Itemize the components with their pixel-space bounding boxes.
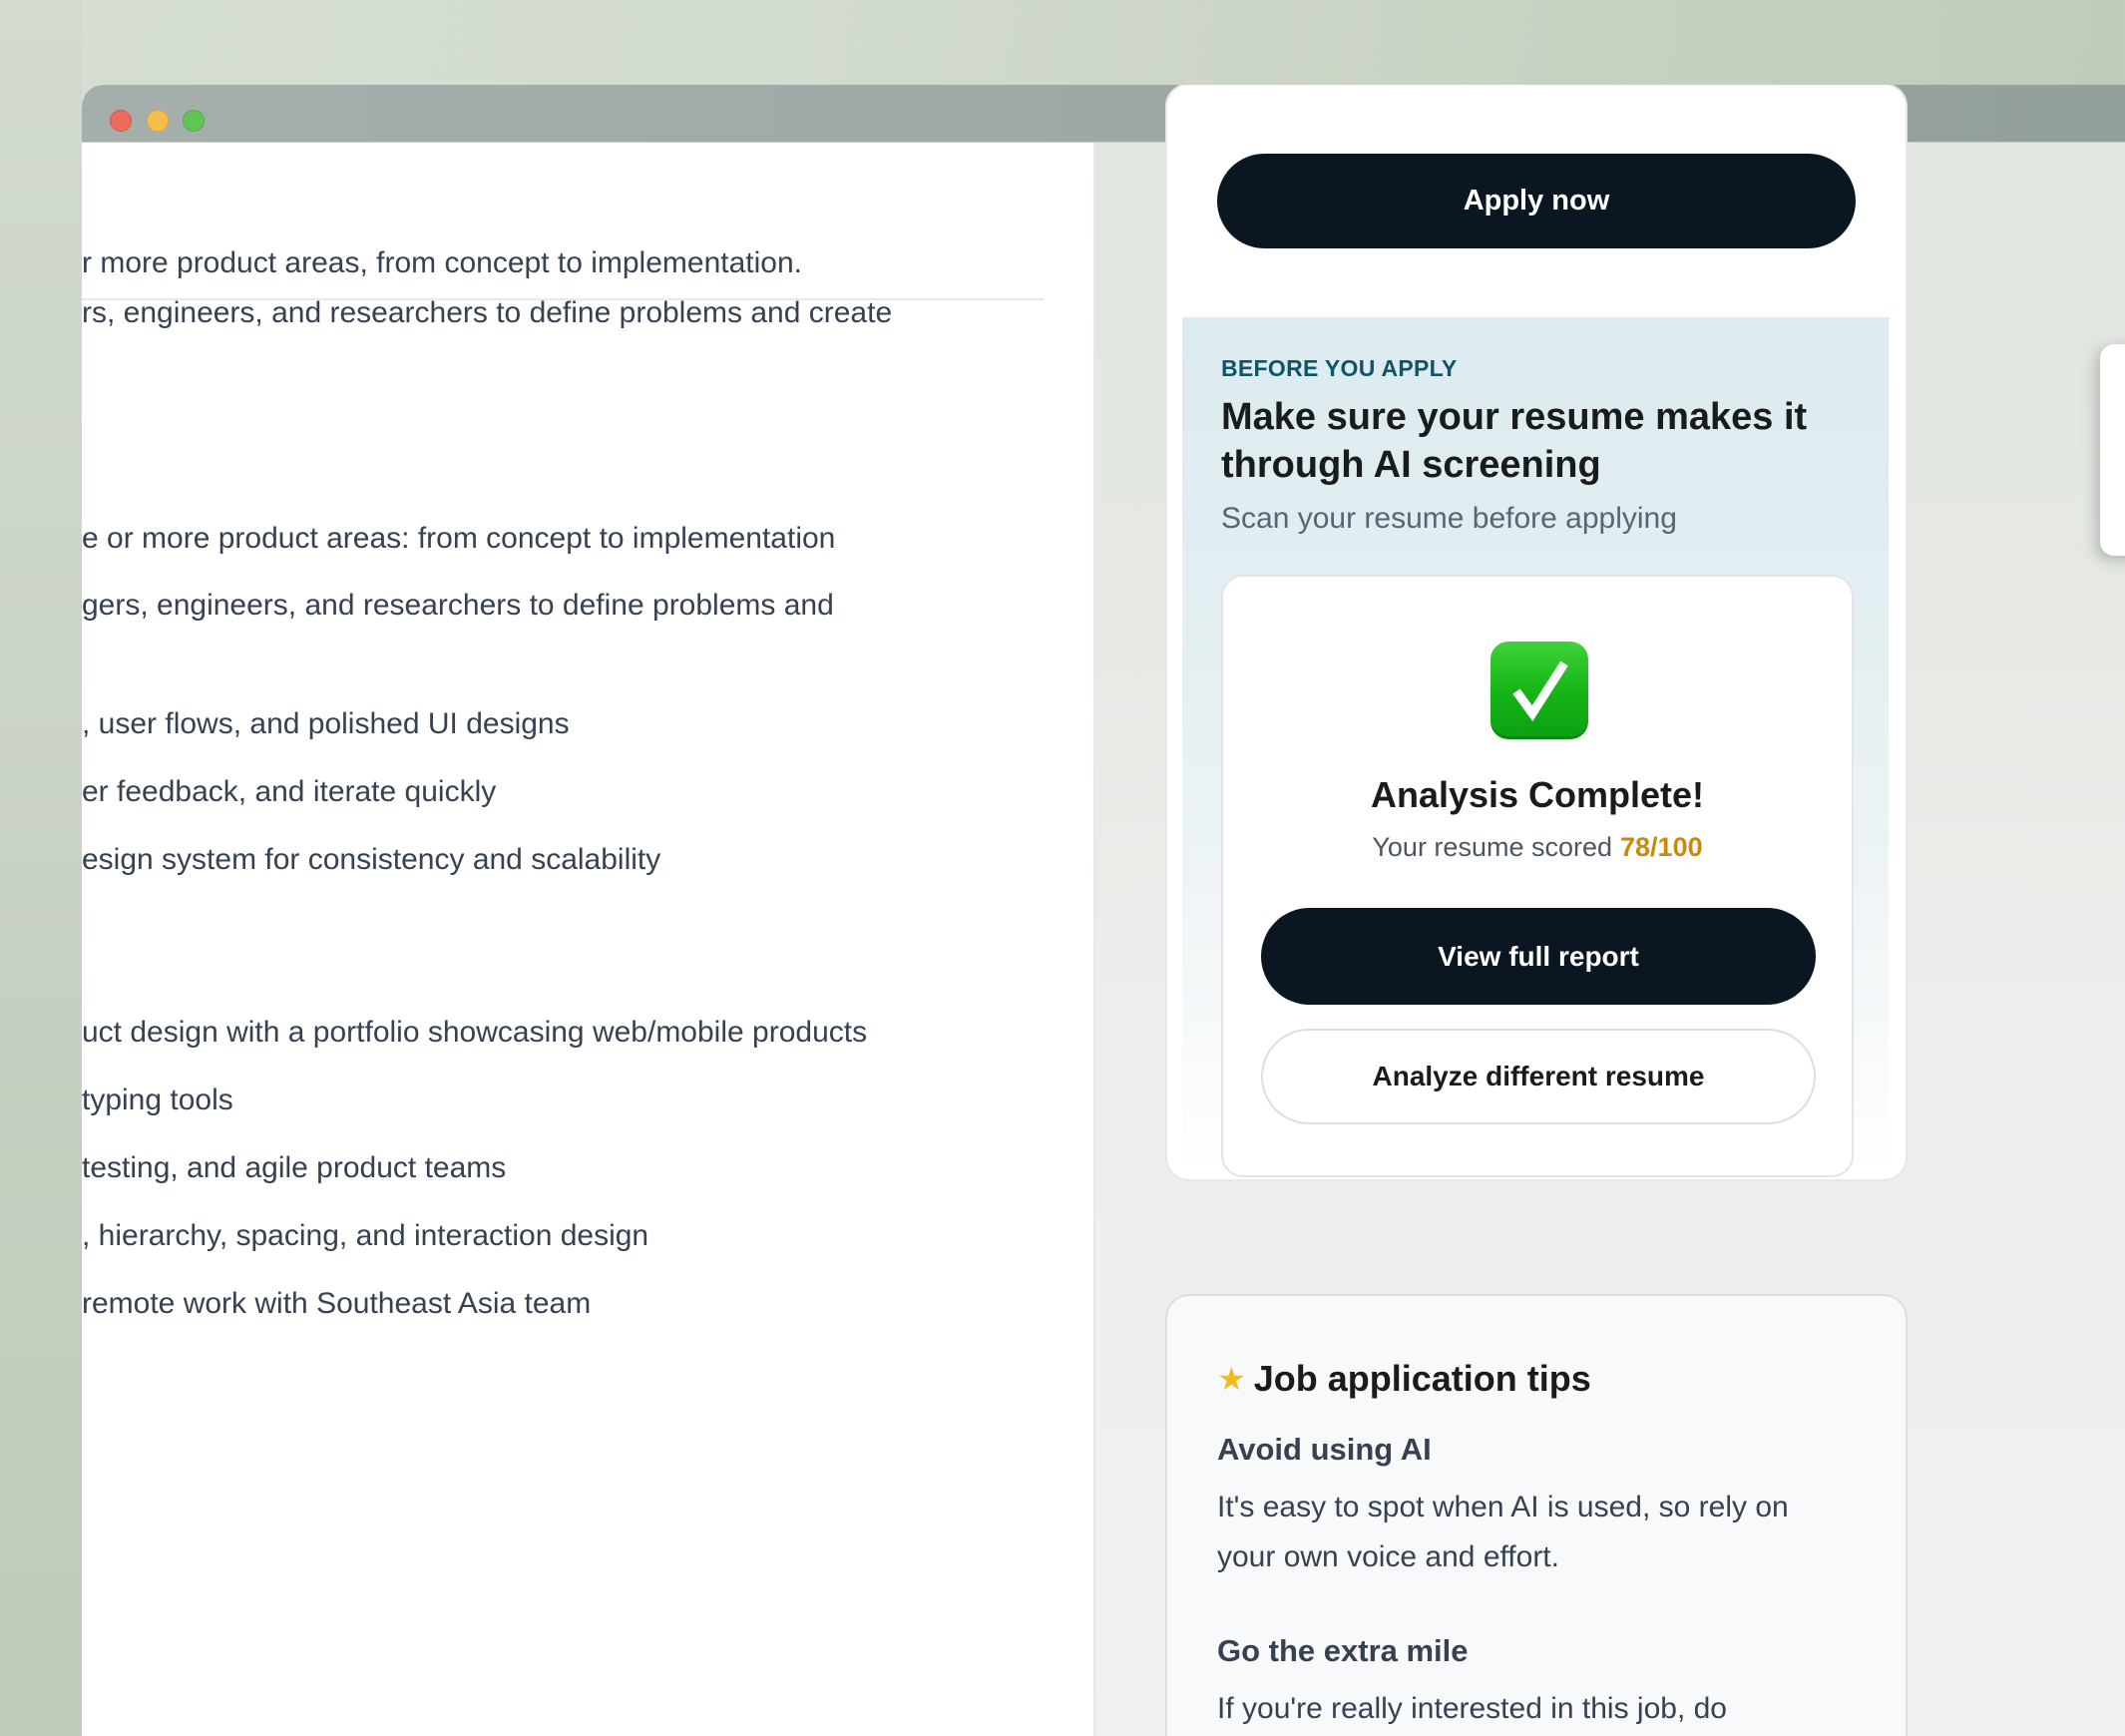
description-line: r more product areas, from concept to implementation. <box>82 246 802 279</box>
maximize-window-button[interactable] <box>183 110 205 132</box>
apply-now-button[interactable]: Apply now <box>1217 154 1856 248</box>
view-full-report-button[interactable]: View full report <box>1261 908 1816 1005</box>
tip-heading: Go the extra mile <box>1217 1633 1469 1668</box>
description-line: , hierarchy, spacing, and interaction design <box>82 1219 649 1252</box>
floating-side-panel[interactable] <box>2100 344 2125 556</box>
check-mark-button-icon <box>1490 642 1588 739</box>
tip-body: It's easy to spot when AI is used, so rely on your own voice and effort. <box>1217 1491 1789 1573</box>
description-line: e or more product areas: from concept to implementation <box>82 522 836 555</box>
analysis-result-card <box>1221 575 1854 1177</box>
apply-card <box>1165 85 1908 1181</box>
job-tips-card <box>1165 1294 1908 1736</box>
page-content <box>82 143 2125 1736</box>
minimize-window-button[interactable] <box>147 110 169 132</box>
score-line <box>1223 832 1852 863</box>
analyze-different-resume-button[interactable]: Analyze different resume <box>1261 1029 1816 1124</box>
desktop-background <box>0 0 82 1736</box>
description-line: gers, engineers, and researchers to define problems and <box>82 589 834 622</box>
description-line: remote work with Southeast Asia team <box>82 1287 592 1320</box>
section-title: Make sure your resume makes it through AI screening <box>1221 396 1808 486</box>
description-line: uct design with a portfolio showcasing web/mobile products <box>82 1016 868 1049</box>
score-label: Your resume scored <box>1372 832 1613 862</box>
description-line: , user flows, and polished UI designs <box>82 707 570 740</box>
description-line: testing, and agile product teams <box>82 1151 507 1184</box>
browser-window <box>82 85 2125 1736</box>
tips-title-text: Job application tips <box>1253 1358 1591 1399</box>
description-line: typing tools <box>82 1084 233 1116</box>
sidebar <box>1095 143 2125 1736</box>
close-window-button[interactable] <box>110 110 132 132</box>
analysis-title: Analysis Complete! <box>1370 774 1705 815</box>
section-subtitle: Scan your resume before applying <box>1221 502 1677 535</box>
score-value: 78/100 <box>1620 832 1703 862</box>
tip-heading: Avoid using AI <box>1217 1432 1432 1467</box>
section-eyebrow: BEFORE YOU APPLY <box>1221 355 1458 381</box>
description-line: rs, engineers, and researchers to define problems and create <box>82 296 893 329</box>
description-line: esign system for consistency and scalability <box>82 843 661 876</box>
tips-title <box>1217 1358 1591 1400</box>
resume-scan-section <box>1182 317 1889 1176</box>
glowing-star-icon: ★ <box>1217 1361 1246 1397</box>
tip-body: If you're really interested in this job, do <box>1217 1692 1727 1725</box>
description-line: er feedback, and iterate quickly <box>82 775 497 808</box>
job-description-panel <box>82 143 1095 1736</box>
